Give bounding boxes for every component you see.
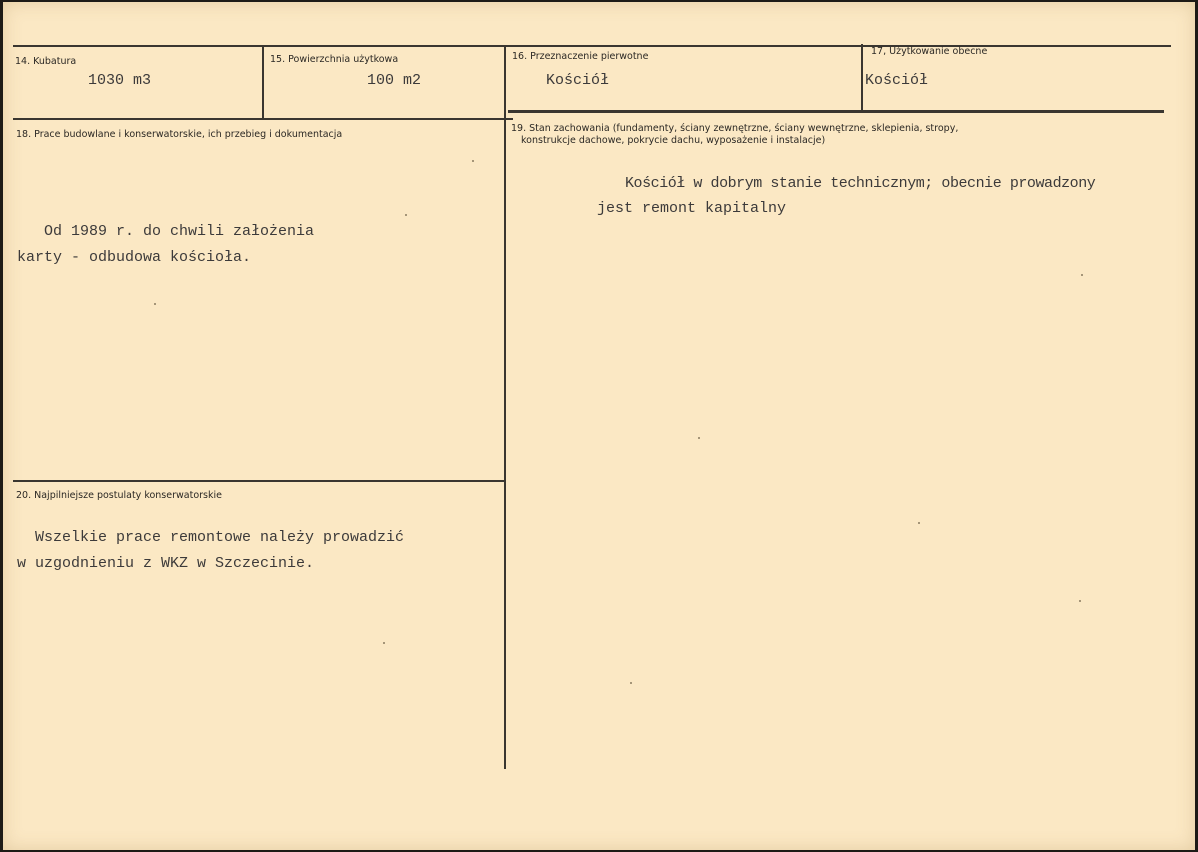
field-18-text-line1: Od 1989 r. do chwili założenia xyxy=(17,223,315,240)
record-card xyxy=(3,2,1195,850)
field-15-label: 15. Powierzchnia użytkowa xyxy=(270,54,399,65)
field-18-label: 18. Prace budowlane i konserwatorskie, ich przebieg i dokumentacja xyxy=(16,129,343,140)
paper-speck xyxy=(383,642,385,644)
field-16-value: Kościół xyxy=(546,72,610,89)
row-18-20-rule xyxy=(13,480,505,482)
paper-speck xyxy=(472,160,474,162)
field-18-text-line2: karty - odbudowa kościoła. xyxy=(17,249,252,266)
field-19-text-line2: jest remont kapitalny xyxy=(597,200,787,217)
paper-speck xyxy=(1081,274,1083,276)
field-17-value: Kościół xyxy=(865,72,929,89)
field-19-label-line1: 19. Stan zachowania (fundamenty, ściany zewnętrzne, ściany wewnętrzne, sklepienia, stropy, xyxy=(511,123,959,134)
field-14-label: 14. Kubatura xyxy=(15,56,77,67)
field-19-label-line2: konstrukcje dachowe, pokrycie dachu, wyposażenie i instalacje) xyxy=(521,135,826,146)
field-15-value: 100 m2 xyxy=(367,72,422,89)
paper-speck xyxy=(1079,600,1081,602)
field-20-text-line2: w uzgodnieniu z WKZ w Szczecinie. xyxy=(17,555,315,572)
paper-speck xyxy=(630,682,632,684)
field-19-text-line1: Kościół w dobrym stanie technicznym; obecnie prowadzony xyxy=(625,175,1096,192)
main-vertical-divider xyxy=(504,118,506,769)
top-rule xyxy=(13,45,1171,47)
field-20-label: 20. Najpilniejsze postulaty konserwatorskie xyxy=(16,490,222,501)
paper-speck xyxy=(154,303,156,305)
field-14-value: 1030 m3 xyxy=(88,72,152,89)
field-20-text-line1: Wszelkie prace remontowe należy prowadzić xyxy=(17,529,405,546)
divider-16-17 xyxy=(861,44,863,112)
row1-bottom-rule-right xyxy=(508,110,1164,113)
paper-speck xyxy=(698,437,700,439)
divider-15-16 xyxy=(504,47,506,119)
divider-14-15 xyxy=(262,47,264,119)
field-17-label: 17, Użytkowanie obecne xyxy=(871,46,988,57)
paper-speck xyxy=(918,522,920,524)
paper-speck xyxy=(405,214,407,216)
field-16-label: 16. Przeznaczenie pierwotne xyxy=(512,51,649,62)
